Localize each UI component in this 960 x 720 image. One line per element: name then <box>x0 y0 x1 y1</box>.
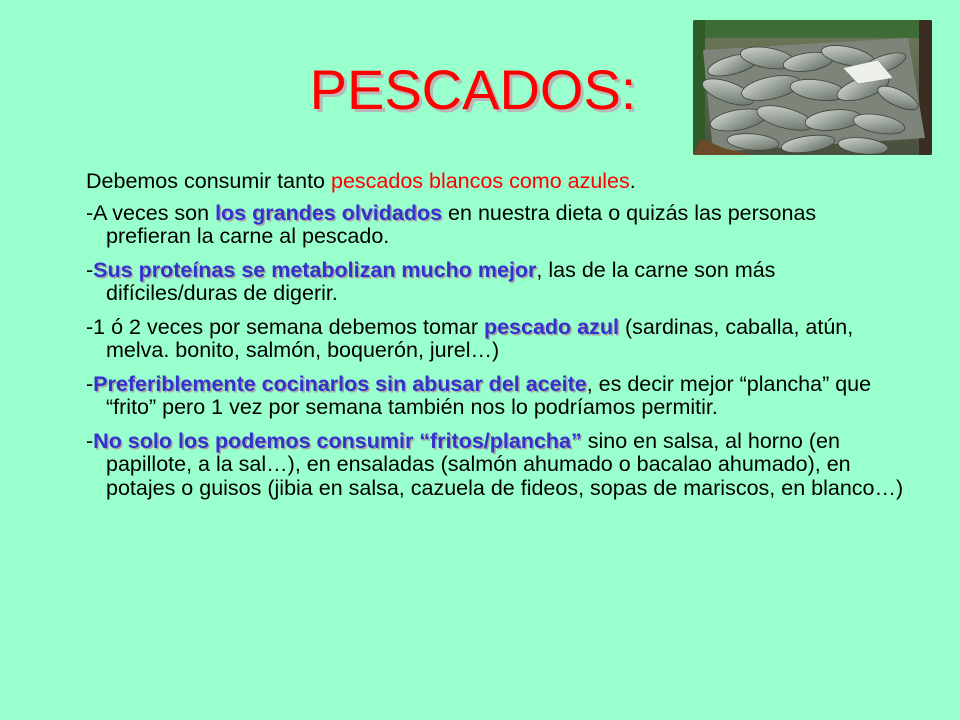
bullet-prefix: - <box>86 371 94 396</box>
intro-paragraph <box>86 170 906 194</box>
bullet-text: (sardinas, caballa, atún, melva. bonito, salmón, boquerón, jurel…) <box>106 314 854 362</box>
bullet-text: , las de la carne son más difíciles/duras de digerir. <box>106 257 776 305</box>
intro-text-before: Debemos consumir tanto <box>86 169 331 193</box>
bullet-item <box>86 202 906 249</box>
bullet-highlight: los grandes olvidados <box>215 200 443 225</box>
bullet-item <box>86 430 906 501</box>
bullet-highlight: No solo los podemos consumir “fritos/plancha” <box>93 428 582 453</box>
bullet-prefix: -A veces son <box>86 200 216 225</box>
intro-highlight: pescados blancos como azules <box>330 169 630 193</box>
bullet-item <box>86 373 906 420</box>
intro-text-after: . <box>629 169 636 193</box>
bullet-item <box>86 316 906 363</box>
bullet-text: sino en salsa, al horno (en papillote, a la sal…), en ensaladas (salmón ahumado o bacalao ahumado), en potajes o guisos (jibia en salsa, cazuela de fideos, sopas de mariscos, en blanco…) <box>106 428 904 500</box>
slide-title: PESCADOS: <box>309 58 637 121</box>
bullet-prefix: - <box>86 257 94 282</box>
bullet-highlight: Preferiblemente cocinarlos sin abusar del aceite <box>93 371 587 396</box>
bullet-highlight: pescado azul <box>483 314 619 339</box>
bullet-item <box>86 259 906 306</box>
bullet-highlight: Sus proteínas se metabolizan mucho mejor <box>93 257 537 282</box>
bullet-text: , es decir mejor “plancha” que “frito” pero 1 vez por semana también nos lo podríamos permitir. <box>106 371 872 419</box>
bullet-text: en nuestra dieta o quizás las personas prefieran la carne al pescado. <box>106 200 817 248</box>
slide-body <box>86 170 906 510</box>
bullet-prefix: -1 ó 2 veces por semana debemos tomar <box>86 314 484 339</box>
bullet-prefix: - <box>86 428 94 453</box>
fish-market-photo <box>693 20 932 155</box>
